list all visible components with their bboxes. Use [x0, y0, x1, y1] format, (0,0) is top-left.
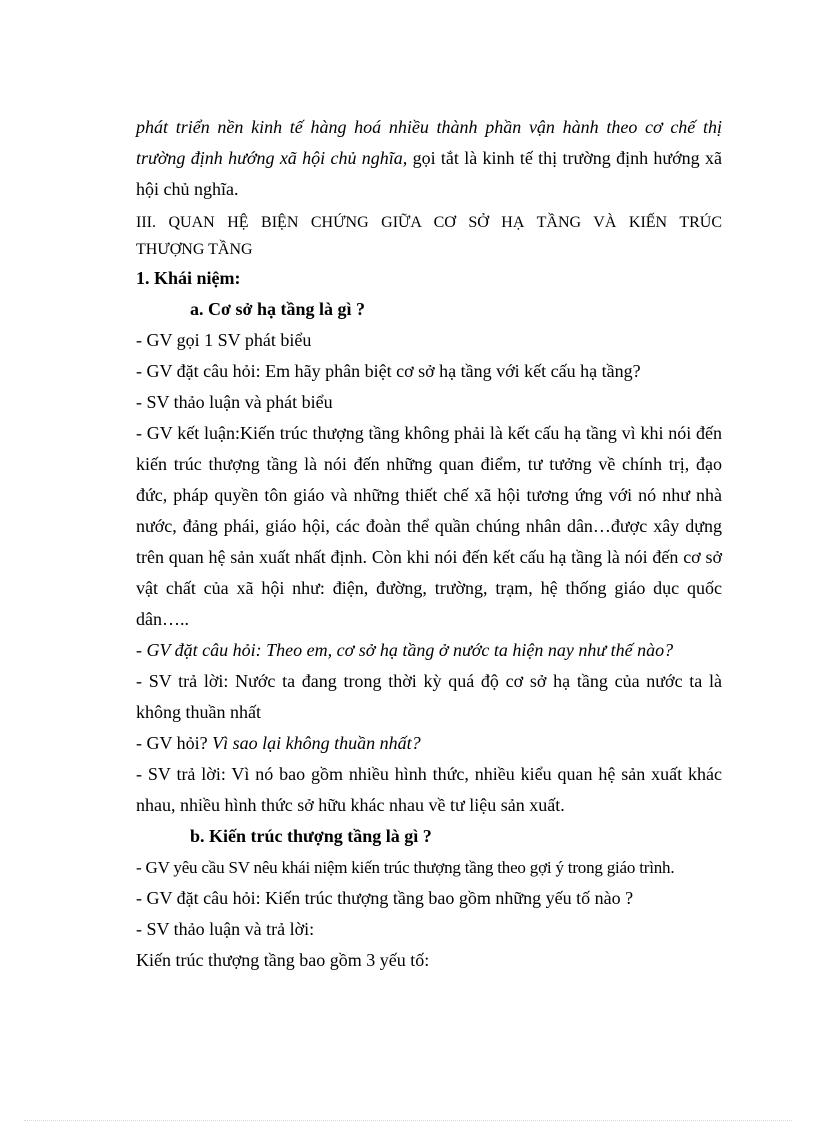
part-a-ask-prefix: - GV hỏi? — [136, 733, 213, 753]
part-b-heading: b. Kiến trúc thượng tầng là gì ? — [190, 826, 432, 846]
intro-normal-text: gọi tắt là kinh tế thị trường định hướng xã hội chủ nghĩa. — [136, 148, 722, 199]
concept-heading: 1. Khái niệm: — [136, 268, 241, 288]
section-heading-line2: THƯỢNG TẦNG — [136, 241, 253, 258]
part-b-line1: - GV yêu cầu SV nêu khái niệm kiến trúc thượng tầng theo gợi ý trong giáo trình. — [136, 858, 675, 877]
document-body — [136, 112, 722, 976]
part-b-line2: - GV đặt câu hỏi: Kiến trúc thượng tầng bao gồm những yếu tố nào ? — [136, 888, 634, 908]
section-heading-iii — [136, 209, 722, 263]
part-a-heading: a. Cơ sở hạ tầng là gì ? — [190, 299, 365, 319]
part-a-ask-italic: Vì sao lại không thuần nhất? — [212, 733, 421, 753]
part-a-answer1: - SV trả lời: Nước ta đang trong thời kỳ quá độ cơ sở hạ tầng của nước ta là không thuần nhất — [136, 671, 722, 722]
part-a-line3: - SV thảo luận và phát biểu — [136, 392, 333, 412]
part-a-ask — [136, 728, 722, 759]
intro-paragraph — [136, 112, 722, 205]
part-a-answer2: - SV trả lời: Vì nó bao gồm nhiều hình thức, nhiều kiểu quan hệ sản xuất khác nhau, nhiều hình thức sở hữu khác nhau về tư liệu sản xuất. — [136, 764, 722, 815]
part-a-question: - GV đặt câu hỏi: Theo em, cơ sở hạ tầng ở nước ta hiện nay như thế nào? — [136, 640, 674, 660]
part-a-line1: - GV gọi 1 SV phát biểu — [136, 330, 312, 350]
part-b-line4: Kiến trúc thượng tầng bao gồm 3 yếu tố: — [136, 950, 430, 970]
intro-italic-text: phát triển nền kinh tế hàng hoá nhiều thành phần vận hành theo cơ chế thị trường định hướng xã hội chủ nghĩa, — [136, 117, 722, 168]
part-a-line2: - GV đặt câu hỏi: Em hãy phân biệt cơ sở hạ tầng với kết cấu hạ tầng? — [136, 361, 641, 381]
part-b-line3: - SV thảo luận và trả lời: — [136, 919, 315, 939]
part-a-conclusion: - GV kết luận:Kiến trúc thượng tầng không phải là kết cấu hạ tầng vì khi nói đến kiến trúc thượng tầng là nói đến những quan điểm, tư tưởng về chính trị, đạo đức, pháp quyền tôn giáo và những thiết chế xã hội tương ứng với nó như nhà nước, đảng phái, giáo hội, các đoàn thể quần chúng nhân dân…được xây dựng trên quan hệ sản xuất nhất định. Còn khi nói đến kết cấu hạ tầng là nói đến cơ sở vật chất của xã hội như: điện, đường, trường, trạm, hệ thống giáo dục quốc dân….. — [136, 423, 722, 629]
page-bottom-divider — [24, 1120, 792, 1121]
section-heading-line1: III. QUAN HỆ BIỆN CHỨNG GIỮA CƠ SỞ HẠ TẦNG VÀ KIẾN TRÚC — [136, 214, 722, 231]
